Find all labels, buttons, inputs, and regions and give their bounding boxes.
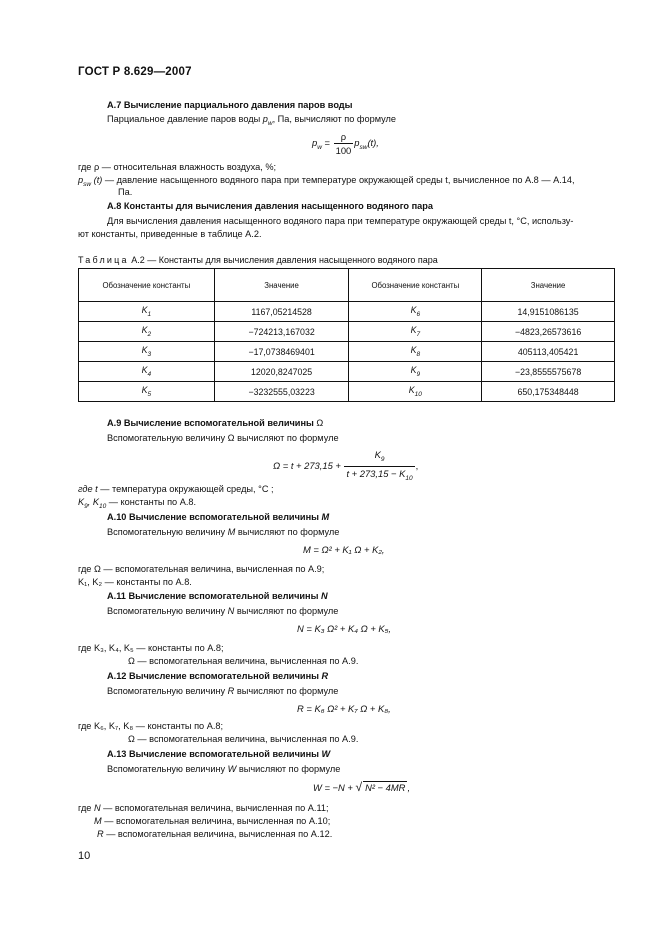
const-symbol: $K_5$ xyxy=(79,382,215,402)
const-value: −17,0738469401 xyxy=(214,342,349,362)
where-var: где t xyxy=(78,484,98,494)
constants-table xyxy=(78,268,615,402)
const-value: 650,175348448 xyxy=(482,382,615,402)
heading-symbol: M xyxy=(321,512,330,522)
where-var-sub: sw xyxy=(83,180,92,188)
const-symbol: $K_{10}$ xyxy=(349,382,482,402)
formula-eq: = xyxy=(321,136,333,148)
table-row xyxy=(79,342,615,362)
where-text: — температура окружающей среды, °С ; xyxy=(97,484,274,494)
formula-end: , xyxy=(415,459,419,471)
intro-text: Парциальное давление паров воды xyxy=(107,114,263,124)
a9-where-k: $K_9$, $K_{10}$ — константы по А.8. xyxy=(78,497,197,510)
const-value: 405113,405421 xyxy=(482,342,615,362)
formula-pw xyxy=(312,131,379,156)
table-header-row xyxy=(79,269,615,302)
formula-p-sub: sw xyxy=(359,143,368,151)
formula-r: R = K₆ Ω² + K₇ Ω + K₈, xyxy=(297,703,391,714)
a13-where-r: R — вспомогательная величина, вычисленная по А.12. xyxy=(97,829,333,839)
section-a12-intro: Вспомогательную величину R вычисляют по формуле xyxy=(107,686,339,696)
pw-symbol: $p_w$ xyxy=(262,114,273,127)
header-designation-2: Обозначение константы xyxy=(349,269,482,302)
const-symbol: $K_7$ xyxy=(349,322,482,342)
section-a11-intro: Вспомогательную величину N вычисляют по формуле xyxy=(107,606,339,616)
section-a10-heading xyxy=(107,511,329,523)
const-symbol: $K_4$ xyxy=(79,362,215,382)
heading-symbol: W xyxy=(321,749,331,759)
heading-symbol: R xyxy=(321,671,329,681)
sqrt-sign: √ xyxy=(355,780,363,794)
document-header: ГОСТ Р 8.629—2007 xyxy=(78,66,192,78)
section-a7-heading: А.7 Вычисление парциального давления паров воды xyxy=(107,100,353,110)
formula-arg: (t), xyxy=(367,136,379,148)
where-text: — относительная влажность воздуха, %; xyxy=(99,162,277,172)
table-row xyxy=(79,322,615,342)
formula-lhs: Ω = t + 273,15 + xyxy=(273,459,344,471)
const-symbol: $K_1$ xyxy=(79,302,215,322)
a7-where-rho xyxy=(78,161,276,173)
formula-w xyxy=(313,781,410,794)
formula-omega xyxy=(273,449,418,484)
formula-end: , xyxy=(407,782,411,793)
const-value: 1167,05214528 xyxy=(214,302,349,322)
section-a8-line2: ют константы, приведенные в таблице А.2. xyxy=(78,229,262,239)
section-a7-intro xyxy=(107,113,396,130)
fraction-numerator: $K_9$ xyxy=(344,449,414,467)
a7-where-psw-cont: Па. xyxy=(118,187,133,197)
where-label: где ρ xyxy=(78,162,100,172)
header-designation-1: Обозначение константы xyxy=(79,269,215,302)
intro-text-end: , Па, вычисляют по формуле xyxy=(272,114,396,124)
a10-where-k: K₁, K₂ — константы по А.8. xyxy=(78,577,192,587)
header-value-1: Значение xyxy=(214,269,349,302)
const-value: −4823,26573616 xyxy=(482,322,615,342)
section-a13-intro: Вспомогательную величину W вычисляют по формуле xyxy=(107,764,341,774)
section-a12-heading xyxy=(107,670,328,682)
formula-lhs-sub: w xyxy=(317,143,322,151)
a13-where-n: где N — вспомогательная величина, вычисленная по А.11; xyxy=(78,803,329,813)
formula-fraction xyxy=(344,449,414,484)
section-a10-intro: Вспомогательную величину M вычисляют по формуле xyxy=(107,527,340,537)
table-caption-label: Таблица xyxy=(78,255,129,265)
formula-lhs: W = −N + xyxy=(313,782,356,793)
heading-symbol: N xyxy=(321,591,328,601)
table-row xyxy=(79,382,615,402)
section-a11-heading xyxy=(107,590,328,602)
a7-where-psw xyxy=(78,174,575,191)
a12-where-omega: Ω — вспомогательная величина, вычисленная по А.9. xyxy=(128,734,359,744)
const-symbol: $K_2$ xyxy=(79,322,215,342)
table-caption xyxy=(78,255,438,265)
a12-where-k: где K₆, K₇, K₈ — константы по А.8; xyxy=(78,721,224,731)
fraction-numerator: ρ xyxy=(334,131,354,144)
const-symbol: $K_8$ xyxy=(349,342,482,362)
a10-where-omega: где Ω — вспомогательная величина, вычисленная по А.9; xyxy=(78,564,325,574)
page-number: 10 xyxy=(78,850,91,862)
heading-text: А.10 Вычисление вспомогательной величины xyxy=(107,512,322,522)
const-value: −724213,167032 xyxy=(214,322,349,342)
table-row xyxy=(79,302,615,322)
const-symbol: $K_6$ xyxy=(349,302,482,322)
table-caption-text: А.2 — Константы для вычисления давления насыщенного водяного пара xyxy=(128,255,438,265)
section-a9-heading xyxy=(107,417,323,429)
heading-text: А.11 Вычисление вспомогательной величины xyxy=(107,591,322,601)
a9-where-t xyxy=(78,483,274,495)
const-value: 14,9151086135 xyxy=(482,302,615,322)
const-symbol: $K_3$ xyxy=(79,342,215,362)
const-symbol: $K_9$ xyxy=(349,362,482,382)
table-row xyxy=(79,362,615,382)
omega-symbol: Ω xyxy=(316,418,324,428)
header-value-2: Значение xyxy=(482,269,615,302)
section-a8-heading: А.8 Константы для вычисления давления насыщенного водяного пара xyxy=(107,201,433,211)
section-a13-heading xyxy=(107,748,330,760)
where-var-arg: (t) xyxy=(91,175,103,185)
const-value: −23,8555575678 xyxy=(482,362,615,382)
a11-where-k: где K₃, K₄, K₅ — константы по А.8; xyxy=(78,643,224,653)
a13-where-m: M — вспомогательная величина, вычисленная по А.10; xyxy=(94,816,331,826)
section-a8-line1: Для вычисления давления насыщенного водяного пара при температуре окружающей среды t, °С, использу- xyxy=(107,216,574,226)
where-var: p xyxy=(78,175,84,185)
where-text: — давление насыщенного водяного пара при температуре окружающей среды t, вычисленное по А.8 — А.14, xyxy=(102,175,575,185)
formula-n: N = K₃ Ω² + K₄ Ω + K₅, xyxy=(297,623,392,634)
section-a9-intro: Вспомогательную величину Ω вычисляют по формуле xyxy=(107,433,339,443)
a11-where-omega: Ω — вспомогательная величина, вычисленная по А.9. xyxy=(128,656,359,666)
fraction-denominator: $t + 273,15 - K_{10}$ xyxy=(346,467,413,482)
heading-text: А.9 Вычисление вспомогательной величины xyxy=(107,418,317,428)
formula-p: p xyxy=(354,136,360,148)
heading-text: А.13 Вычисление вспомогательной величины xyxy=(107,749,322,759)
formula-fraction xyxy=(334,131,354,156)
sqrt-radicand: N² − 4MR xyxy=(365,782,406,793)
const-value: −3232555,03223 xyxy=(214,382,349,402)
const-value: 12020,8247025 xyxy=(214,362,349,382)
fraction-denominator: 100 xyxy=(335,145,352,156)
formula-m: M = Ω² + K₁ Ω + K₂, xyxy=(303,544,385,555)
heading-text: А.12 Вычисление вспомогательной величины xyxy=(107,671,322,681)
formula-lhs: p xyxy=(312,136,318,148)
